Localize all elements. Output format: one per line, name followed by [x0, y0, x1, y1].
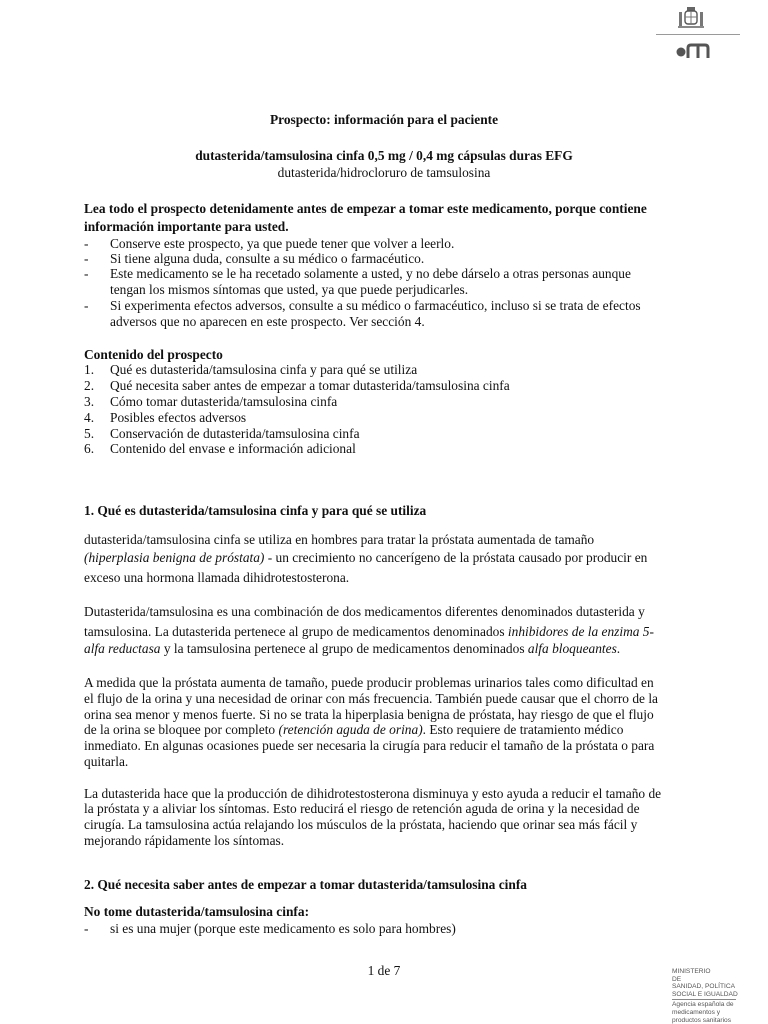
contents-text: Posibles efectos adversos	[110, 410, 247, 425]
contents-text: Conservación de dutasterida/tamsulosina cinfa	[110, 426, 360, 441]
italic-term: inhibidores de la enzima 5-	[507, 624, 654, 639]
s1p3-line1: A medida que la próstata aumenta de tamaño, puede producir problemas urinarios tales como dificultad en	[84, 675, 654, 690]
italic-term: alfa reductasa	[84, 641, 161, 656]
italic-term: (retención aguda de orina)	[278, 722, 423, 737]
ministry-line: medicamentos y	[672, 1008, 721, 1016]
text-run: . Esto requiere de tratamiento médico	[422, 722, 624, 737]
s1p3-line5: inmediato. En algunas ocasiones puede ser necesaria la cirugía para reducir el tamaño de la próstata o para	[84, 738, 655, 753]
bullet-text: Este medicamento se le ha recetado solamente a usted, y no debe dárselo a otras personas aunque	[110, 266, 631, 281]
ministry-line: productos sanitarios	[672, 1016, 732, 1024]
header-rule	[656, 34, 740, 35]
s1p4-line4: mejorando rápidamente los síntomas.	[84, 833, 285, 848]
coat-of-arms-icon	[676, 6, 706, 32]
bullet-dash: -	[84, 921, 89, 936]
intro-heading-line2: información importante para usted.	[84, 219, 289, 234]
bullet-text: Si experimenta efectos adversos, consulte a su médico o farmacéutico, incluso si se trata de efectos	[110, 298, 641, 313]
bullet-text: adversos que no aparecen en este prospecto. Ver sección 4.	[110, 314, 425, 329]
contents-text: Qué necesita saber antes de empezar a tomar dutasterida/tamsulosina cinfa	[110, 378, 510, 393]
text-run: y la tamsulosina pertenece al grupo de medicamentos denominados	[160, 641, 528, 656]
contents-number: 5.	[84, 426, 95, 441]
product-name: dutasterida/tamsulosina cinfa 0,5 mg / 0,4 mg cápsulas duras EFG	[195, 148, 573, 163]
page-title: Prospecto: información para el paciente	[269, 112, 499, 127]
bullet-text: tengan los mismos síntomas que usted, ya que puede perjudicarles.	[110, 282, 469, 297]
ministry-line: DE	[672, 975, 682, 983]
section2-heading: 2. Qué necesita saber antes de empezar a tomar dutasterida/tamsulosina cinfa	[84, 877, 527, 892]
text-run: tamsulosina. La dutasterida pertenece al grupo de medicamentos denominados	[84, 624, 508, 639]
bullet-dash: -	[84, 266, 89, 281]
contents-number: 4.	[84, 410, 95, 425]
s1p2-line3	[84, 641, 702, 657]
s1p2-line1: Dutasterida/tamsulosina es una combinación de dos medicamentos diferentes denominados dutasterida y	[84, 604, 645, 619]
ministry-divider	[672, 999, 736, 1000]
contents-text: Qué es dutasterida/tamsulosina cinfa y para qué se utiliza	[110, 362, 418, 377]
text-run: .	[616, 641, 621, 656]
page-number: 1 de 7	[367, 963, 401, 978]
contents-number: 6.	[84, 441, 95, 456]
s1p4-line2: la próstata y a aliviar los síntomas. Esto reducirá el riesgo de retención aguda de orina y la necesidad de	[84, 801, 640, 816]
s1p4-line3: cirugía. La tamsulosina actúa relajando los músculos de la próstata, haciendo que orinar sea más fácil y	[84, 817, 638, 832]
bullet-text: Conserve este prospecto, ya que puede tener que volver a leerlo.	[110, 236, 455, 251]
contents-number: 2.	[84, 378, 95, 393]
bullet-text: Si tiene alguna duda, consulte a su médico o farmacéutico.	[110, 251, 425, 266]
bullet-dash: -	[84, 236, 89, 251]
section2-subheading: No tome dutasterida/tamsulosina cinfa:	[84, 904, 310, 919]
s1p3-line6: quitarla.	[84, 754, 129, 769]
s1p3-line4	[84, 722, 702, 738]
ministry-line: MINISTERIO	[672, 968, 711, 975]
s1p1-line1: dutasterida/tamsulosina cinfa se utiliza en hombres para tratar la próstata aumentada de tamaño	[84, 532, 595, 547]
s1p3-line2: el flujo de la orina y una necesidad de orinar con más frecuencia. También puede causar que el chorro de la	[84, 691, 658, 706]
bullet-dash: -	[84, 298, 89, 313]
intro-heading-line1: Lea todo el prospecto detenidamente antes de empezar a tomar este medicamento, porque contiene	[84, 201, 647, 216]
italic-term: (hiperplasia benigna de próstata)	[84, 550, 265, 565]
contents-number: 1.	[84, 362, 95, 377]
agency-logo-icon	[676, 40, 710, 60]
contents-number: 3.	[84, 394, 95, 409]
s1p3-line3: orina sea menor y menos fuerte. Si no se trata la hiperplasia benigna de próstata, hay riesgo de que el flujo	[84, 707, 654, 722]
s1p2-line2	[84, 624, 702, 640]
ministry-line: SOCIAL E IGUALDAD	[672, 990, 738, 998]
bullet-text: si es una mujer (porque este medicamento es solo para hombres)	[110, 921, 456, 936]
s1p1-line3: exceso una hormona llamada dihidrotestosterona.	[84, 570, 350, 585]
text-run: de la orina se bloquee por completo	[84, 722, 279, 737]
ministry-line: Agencia española de	[672, 1001, 734, 1009]
text-run: - un crecimiento no cancerígeno de la próstata causado por producir en	[264, 550, 648, 565]
ministry-logo	[672, 968, 764, 1024]
bullet-dash: -	[84, 251, 89, 266]
ministry-line: SANIDAD, POLÍTICA	[672, 983, 736, 991]
contents-text: Contenido del envase e información adicional	[110, 441, 356, 456]
contents-heading: Contenido del prospecto	[84, 347, 223, 362]
product-ingredients: dutasterida/hidrocloruro de tamsulosina	[277, 165, 491, 180]
section1-heading: 1. Qué es dutasterida/tamsulosina cinfa y para qué se utiliza	[84, 503, 427, 518]
s1p1-line2	[84, 550, 702, 566]
contents-text: Cómo tomar dutasterida/tamsulosina cinfa	[110, 394, 338, 409]
italic-term: alfa bloqueantes	[527, 641, 617, 656]
s1p4-line1: La dutasterida hace que la producción de dihidrotestosterona disminuya y esto ayuda a reducir el tamaño de	[84, 786, 662, 801]
